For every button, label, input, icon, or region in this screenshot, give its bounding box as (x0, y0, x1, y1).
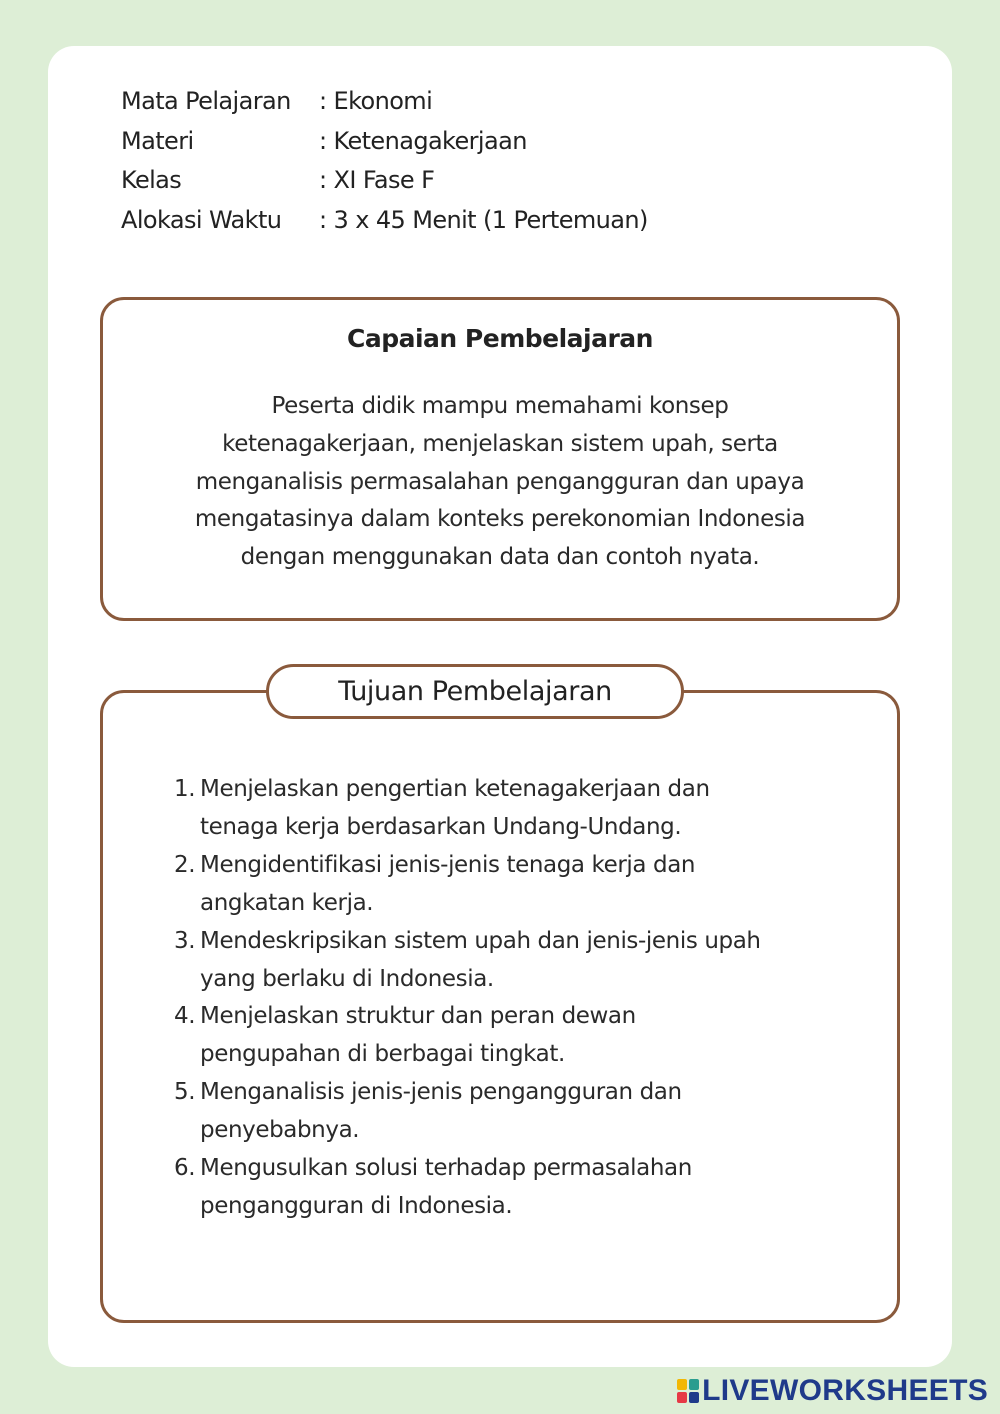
list-item-text (200, 998, 854, 1074)
liveworksheets-logo-icon (677, 1379, 699, 1403)
list-item-number: 6. (174, 1155, 196, 1182)
capaian-line: ketenagakerjaan, menjelaskan sistem upah, serta (222, 430, 778, 457)
info-row-class (121, 161, 648, 201)
list-item-number: 1. (174, 776, 196, 802)
list-item-line: yang berlaku di Indonesia. (200, 965, 494, 992)
info-label: Mata Pelajaran (121, 87, 291, 115)
info-value: : Ekonomi (319, 87, 433, 115)
info-label: Materi (121, 126, 194, 155)
capaian-title: Capaian Pembelajaran (347, 324, 653, 353)
info-row-material (121, 122, 648, 162)
list-item-number: 3. (174, 927, 196, 954)
lesson-info (121, 82, 648, 240)
info-row-subject (121, 82, 648, 122)
list-item-text (200, 923, 854, 999)
capaian-line: dengan menggunakan data dan contoh nyata. (240, 544, 760, 571)
info-value: : XI Fase F (319, 166, 435, 194)
capaian-box (100, 297, 900, 621)
list-item (174, 771, 854, 847)
liveworksheets-logo-text: LIVEWORKSHEETS (702, 1374, 988, 1407)
capaian-line: Peserta didik mampu memahami konsep (271, 393, 729, 419)
list-item-line: Menjelaskan struktur dan peran dewan (200, 1003, 636, 1030)
list-item-line: Mengusulkan solusi terhadap permasalahan (200, 1155, 692, 1182)
info-value: : 3 x 45 Menit (1 Pertemuan) (319, 205, 648, 234)
list-item-line: Mendeskripsikan sistem upah dan jenis-jenis upah (200, 927, 761, 954)
list-item-line: tenaga kerja berdasarkan Undang-Undang. (200, 813, 682, 840)
list-item (174, 847, 854, 923)
capaian-line: menganalisis permasalahan pengangguran dan upaya (195, 468, 805, 495)
capaian-text (143, 388, 857, 577)
list-item (174, 923, 854, 999)
list-item-line: Menjelaskan pengertian ketenagakerjaan dan (200, 776, 710, 802)
info-label: Kelas (121, 166, 182, 194)
liveworksheets-logo[interactable] (677, 1374, 988, 1408)
tujuan-title: Tujuan Pembelajaran (266, 664, 684, 719)
list-item-text (200, 1150, 854, 1226)
info-row-time (121, 201, 648, 241)
list-item-text (200, 1074, 854, 1150)
list-item-number: 4. (174, 1003, 196, 1030)
list-item-text (200, 847, 854, 923)
list-item (174, 1150, 854, 1226)
tujuan-list (174, 771, 854, 1226)
list-item-line: Menganalisis jenis-jenis pengangguran dan (200, 1079, 682, 1106)
list-item-number: 2. (174, 851, 196, 878)
logo-block (677, 1379, 687, 1390)
info-value: : Ketenagakerjaan (319, 126, 527, 155)
logo-block (689, 1392, 699, 1403)
info-label: Alokasi Waktu (121, 205, 282, 234)
list-item-line: Mengidentifikasi jenis-jenis tenaga kerja dan (200, 851, 696, 878)
logo-block (677, 1392, 687, 1403)
list-item (174, 998, 854, 1074)
list-item-number: 5. (174, 1079, 196, 1106)
list-item-line: pengupahan di berbagai tingkat. (200, 1041, 565, 1068)
list-item-text (200, 771, 854, 847)
list-item-line: penyebabnya. (200, 1117, 360, 1144)
list-item (174, 1074, 854, 1150)
list-item-line: angkatan kerja. (200, 889, 374, 916)
list-item-line: pengangguran di Indonesia. (200, 1192, 513, 1219)
capaian-line: mengatasinya dalam konteks perekonomian Indonesia (194, 506, 806, 533)
logo-block (689, 1379, 699, 1390)
